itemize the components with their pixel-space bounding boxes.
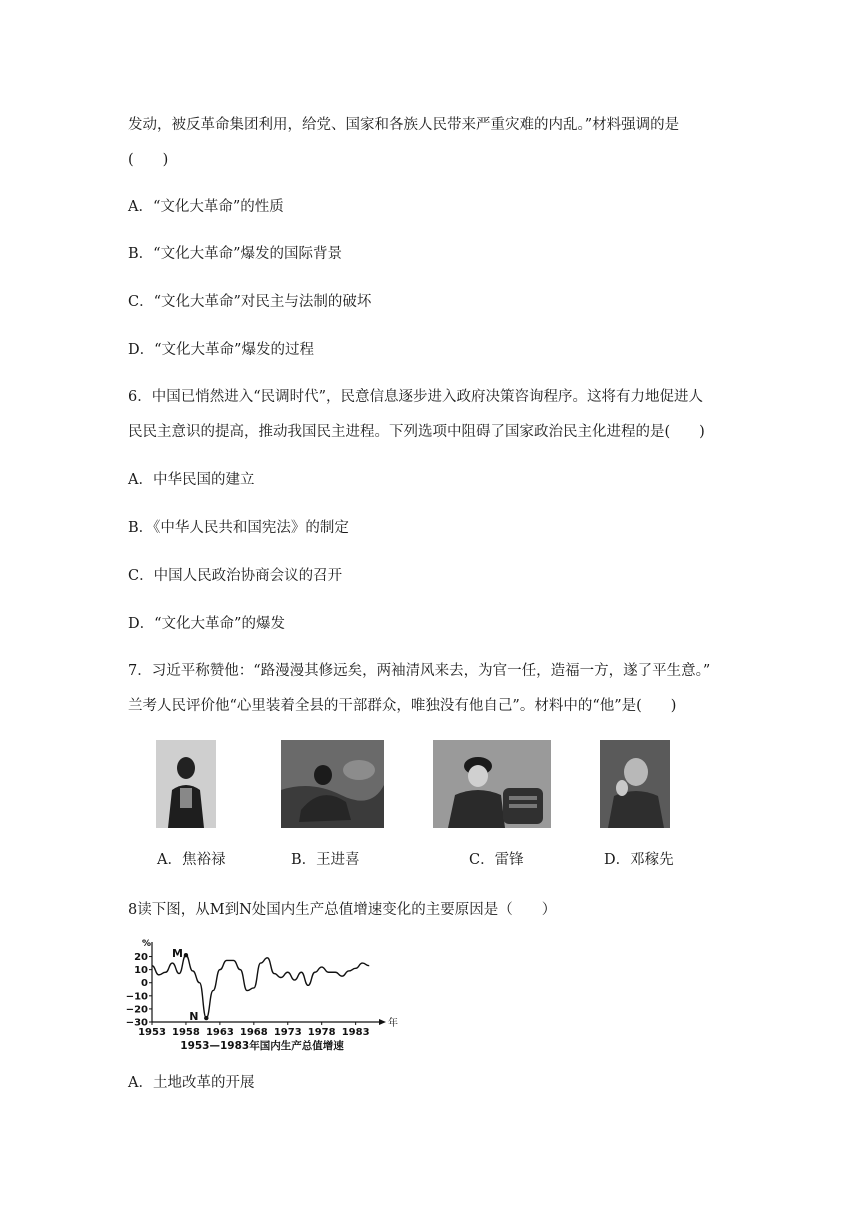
q6-stem-line-1: 6．中国已悄然进入“民调时代”，民意信息逐步进入政府决策咨询程序。这将有力地促进人 — [128, 389, 704, 405]
x-tick-label: 1963 — [205, 1027, 234, 1038]
photo-d — [600, 740, 670, 828]
x-axis-label: 年 — [388, 1018, 398, 1029]
y-tick-label: 20 — [134, 952, 148, 964]
photo-b — [281, 740, 384, 828]
q5-option-d: D．“文化大革命”爆发的过程 — [128, 342, 314, 358]
photo-c — [433, 740, 551, 828]
x-tick-label: 1958 — [172, 1027, 200, 1038]
annotation-point-M — [184, 953, 188, 957]
q5-stem-line: 发动，被反革命集团利用，给党、国家和各族人民带来严重灾难的内乱。”材料强调的是 — [128, 117, 680, 133]
y-tick-label: −30 — [126, 1017, 148, 1029]
x-tick-label: 1968 — [239, 1027, 268, 1038]
y-tick-label: 0 — [141, 978, 148, 990]
x-tick-label: 1953 — [138, 1027, 166, 1038]
q7-option-a: A．焦裕禄 — [157, 852, 226, 868]
q5-option-a: A．“文化大革命”的性质 — [128, 199, 284, 215]
y-tick-label: 10 — [134, 965, 148, 977]
series-line-0 — [152, 955, 369, 1018]
gdp-growth-chart — [126, 938, 398, 1052]
y-axis-label: % — [142, 939, 152, 949]
q8-option-a: A．土地改革的开展 — [128, 1075, 255, 1091]
q6-stem-line-2: 民民主意识的提高，推动我国民主进程。下列选项中阻碍了国家政治民主化进程的是( ) — [128, 424, 705, 440]
q6-option-c: C．中国人民政治协商会议的召开 — [128, 568, 343, 584]
q5-option-c: C．“文化大革命”对民主与法制的破坏 — [128, 294, 372, 310]
q7-stem-line-1: 7．习近平称赞他：“路漫漫其修远矣，两袖清风来去，为官一任，造福一方，遂了平生意。” — [128, 663, 711, 679]
annotation-point-N — [204, 1016, 208, 1020]
q5-answer-blank: ( ) — [128, 152, 169, 168]
x-axis-arrow — [379, 1019, 386, 1025]
x-tick-label: 1983 — [341, 1027, 370, 1038]
q8-stem: 8读下图，从M到N处国内生产总值增速变化的主要原因是（ ） — [128, 902, 557, 918]
q6-option-b: B．《中华人民共和国宪法》的制定 — [128, 520, 349, 536]
annotation-label-N: N — [189, 1010, 199, 1024]
chart-title: 1953—1983年国内生产总值增速 — [180, 1040, 344, 1052]
q6-option-d: D．“文化大革命”的爆发 — [128, 616, 285, 632]
q5-option-b: B．“文化大革命”爆发的国际背景 — [128, 246, 342, 262]
y-tick-label: −10 — [126, 991, 148, 1003]
q7-option-b: B．王进喜 — [291, 852, 360, 868]
photo-a — [156, 740, 216, 828]
annotation-label-M: M — [171, 947, 183, 961]
x-tick-label: 1973 — [273, 1027, 302, 1038]
q7-option-c: C．雷锋 — [469, 852, 524, 868]
q7-stem-line-2: 兰考人民评价他“心里装着全县的干部群众，唯独没有他自己”。材料中的“他”是( ) — [128, 698, 677, 714]
x-tick-label: 1978 — [307, 1027, 336, 1038]
y-tick-label: −20 — [126, 1004, 148, 1016]
q6-option-a: A．中华民国的建立 — [128, 472, 255, 488]
q7-option-d: D．邓稼先 — [604, 852, 674, 868]
